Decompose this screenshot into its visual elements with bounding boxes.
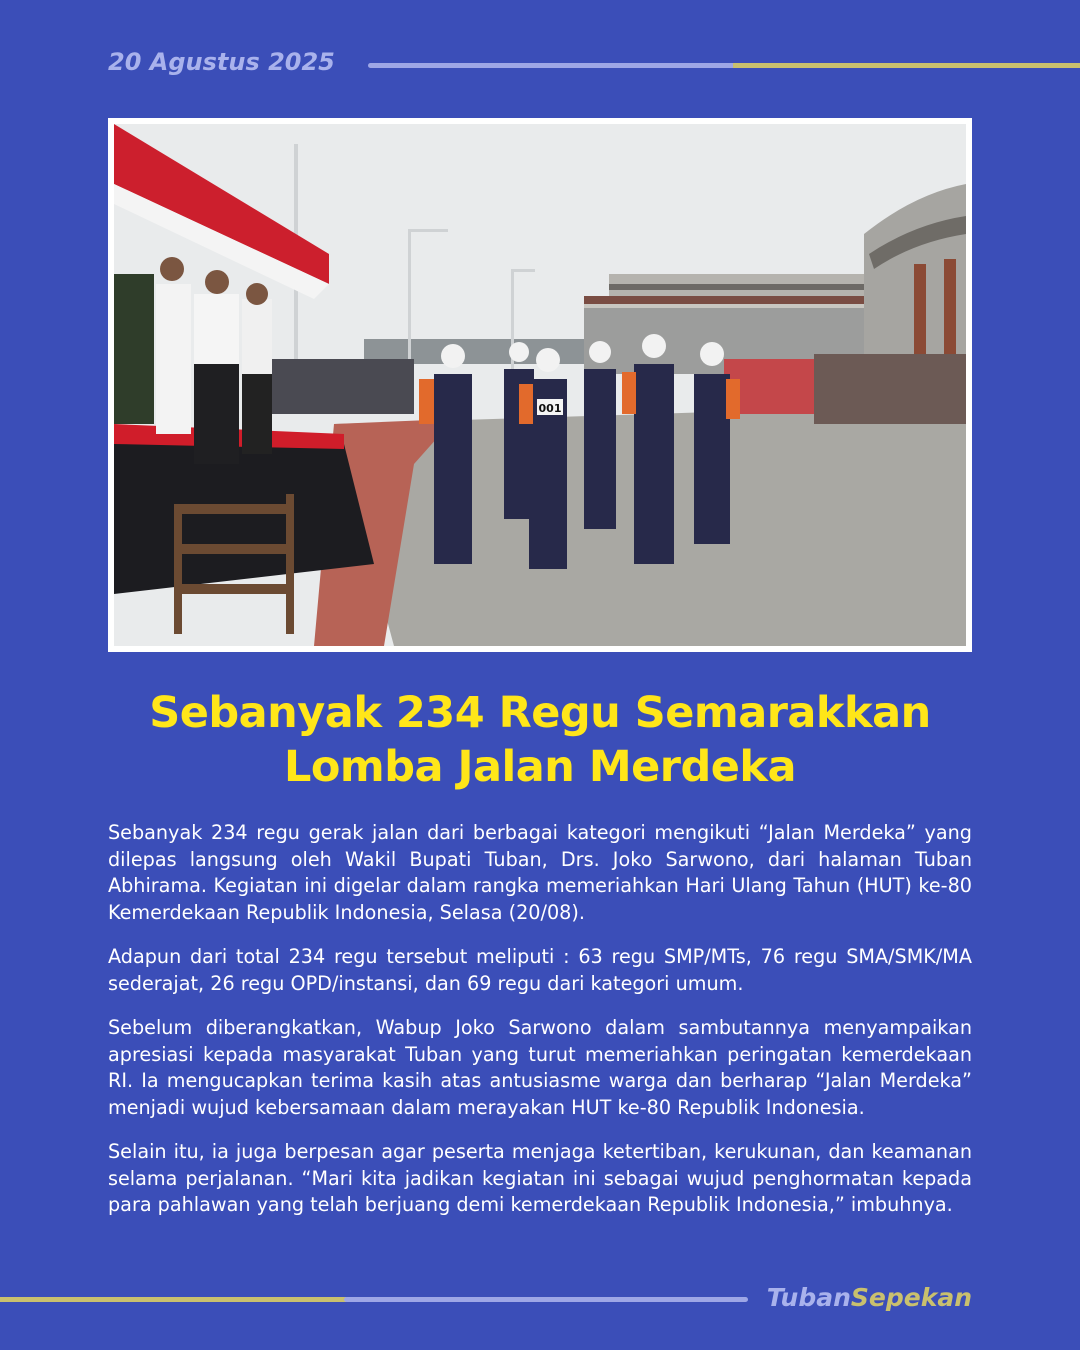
- top-divider-gold: [733, 63, 1080, 68]
- bottom-divider-blue: [344, 1297, 748, 1302]
- article-title-line1: Sebanyak 234 Regu Semarakkan: [149, 688, 931, 738]
- article-paragraph: Selain itu, ia juga berpesan agar peserta menjaga ketertiban, kerukunan, dan keamanan selama perjalanan. “Mari kita jadikan kegiatan ini sebagai wujud penghormatan kepada para pahlawan yang telah berjuang demi kemerdekaan Republik Indonesia,” imbuhnya.: [108, 1140, 972, 1216]
- article-title: [108, 686, 972, 794]
- news-photo: [114, 124, 966, 646]
- bottom-divider-gold: [0, 1297, 346, 1302]
- article-body: [108, 820, 972, 1237]
- brand-logo: [767, 1283, 972, 1312]
- top-divider-blue: [368, 63, 735, 68]
- article-paragraph: Sebelum diberangkatkan, Wabup Joko Sarwono dalam sambutannya menyampaikan apresiasi kepada masyarakat Tuban yang turut memeriahkan peringatan kemerdekaan RI. Ia mengucapkan terima kasih atas antusiasme warga dan berharap “Jalan Merdeka” menjadi wujud kebersamaan dalam merayakan HUT ke-80 Republik Indonesia.: [108, 1016, 972, 1119]
- publish-date: 20 Agustus 2025: [108, 48, 335, 76]
- article-paragraph: Adapun dari total 234 regu tersebut meliputi : 63 regu SMP/MTs, 76 regu SMA/SMK/MA sederajat, 26 regu OPD/instansi, dan 69 regu dari kategori umum.: [108, 945, 972, 995]
- article-title-line2: Lomba Jalan Merdeka: [283, 742, 797, 792]
- brand-part2: Sepekan: [850, 1283, 972, 1312]
- bib-number: 001: [538, 402, 562, 415]
- news-photo-frame: [108, 118, 972, 652]
- article-paragraph: Sebanyak 234 regu gerak jalan dari berbagai kategori mengikuti “Jalan Merdeka” yang dilepas langsung oleh Wakil Bupati Tuban, Drs. Joko Sarwono, dari halaman Tuban Abhirama. Kegiatan ini digelar dalam rangka memeriahkan Hari Ulang Tahun (HUT) ke-80 Kemerdekaan Republik Indonesia, Selasa (20/08).: [108, 821, 972, 924]
- brand-part1: Tuban: [766, 1283, 851, 1312]
